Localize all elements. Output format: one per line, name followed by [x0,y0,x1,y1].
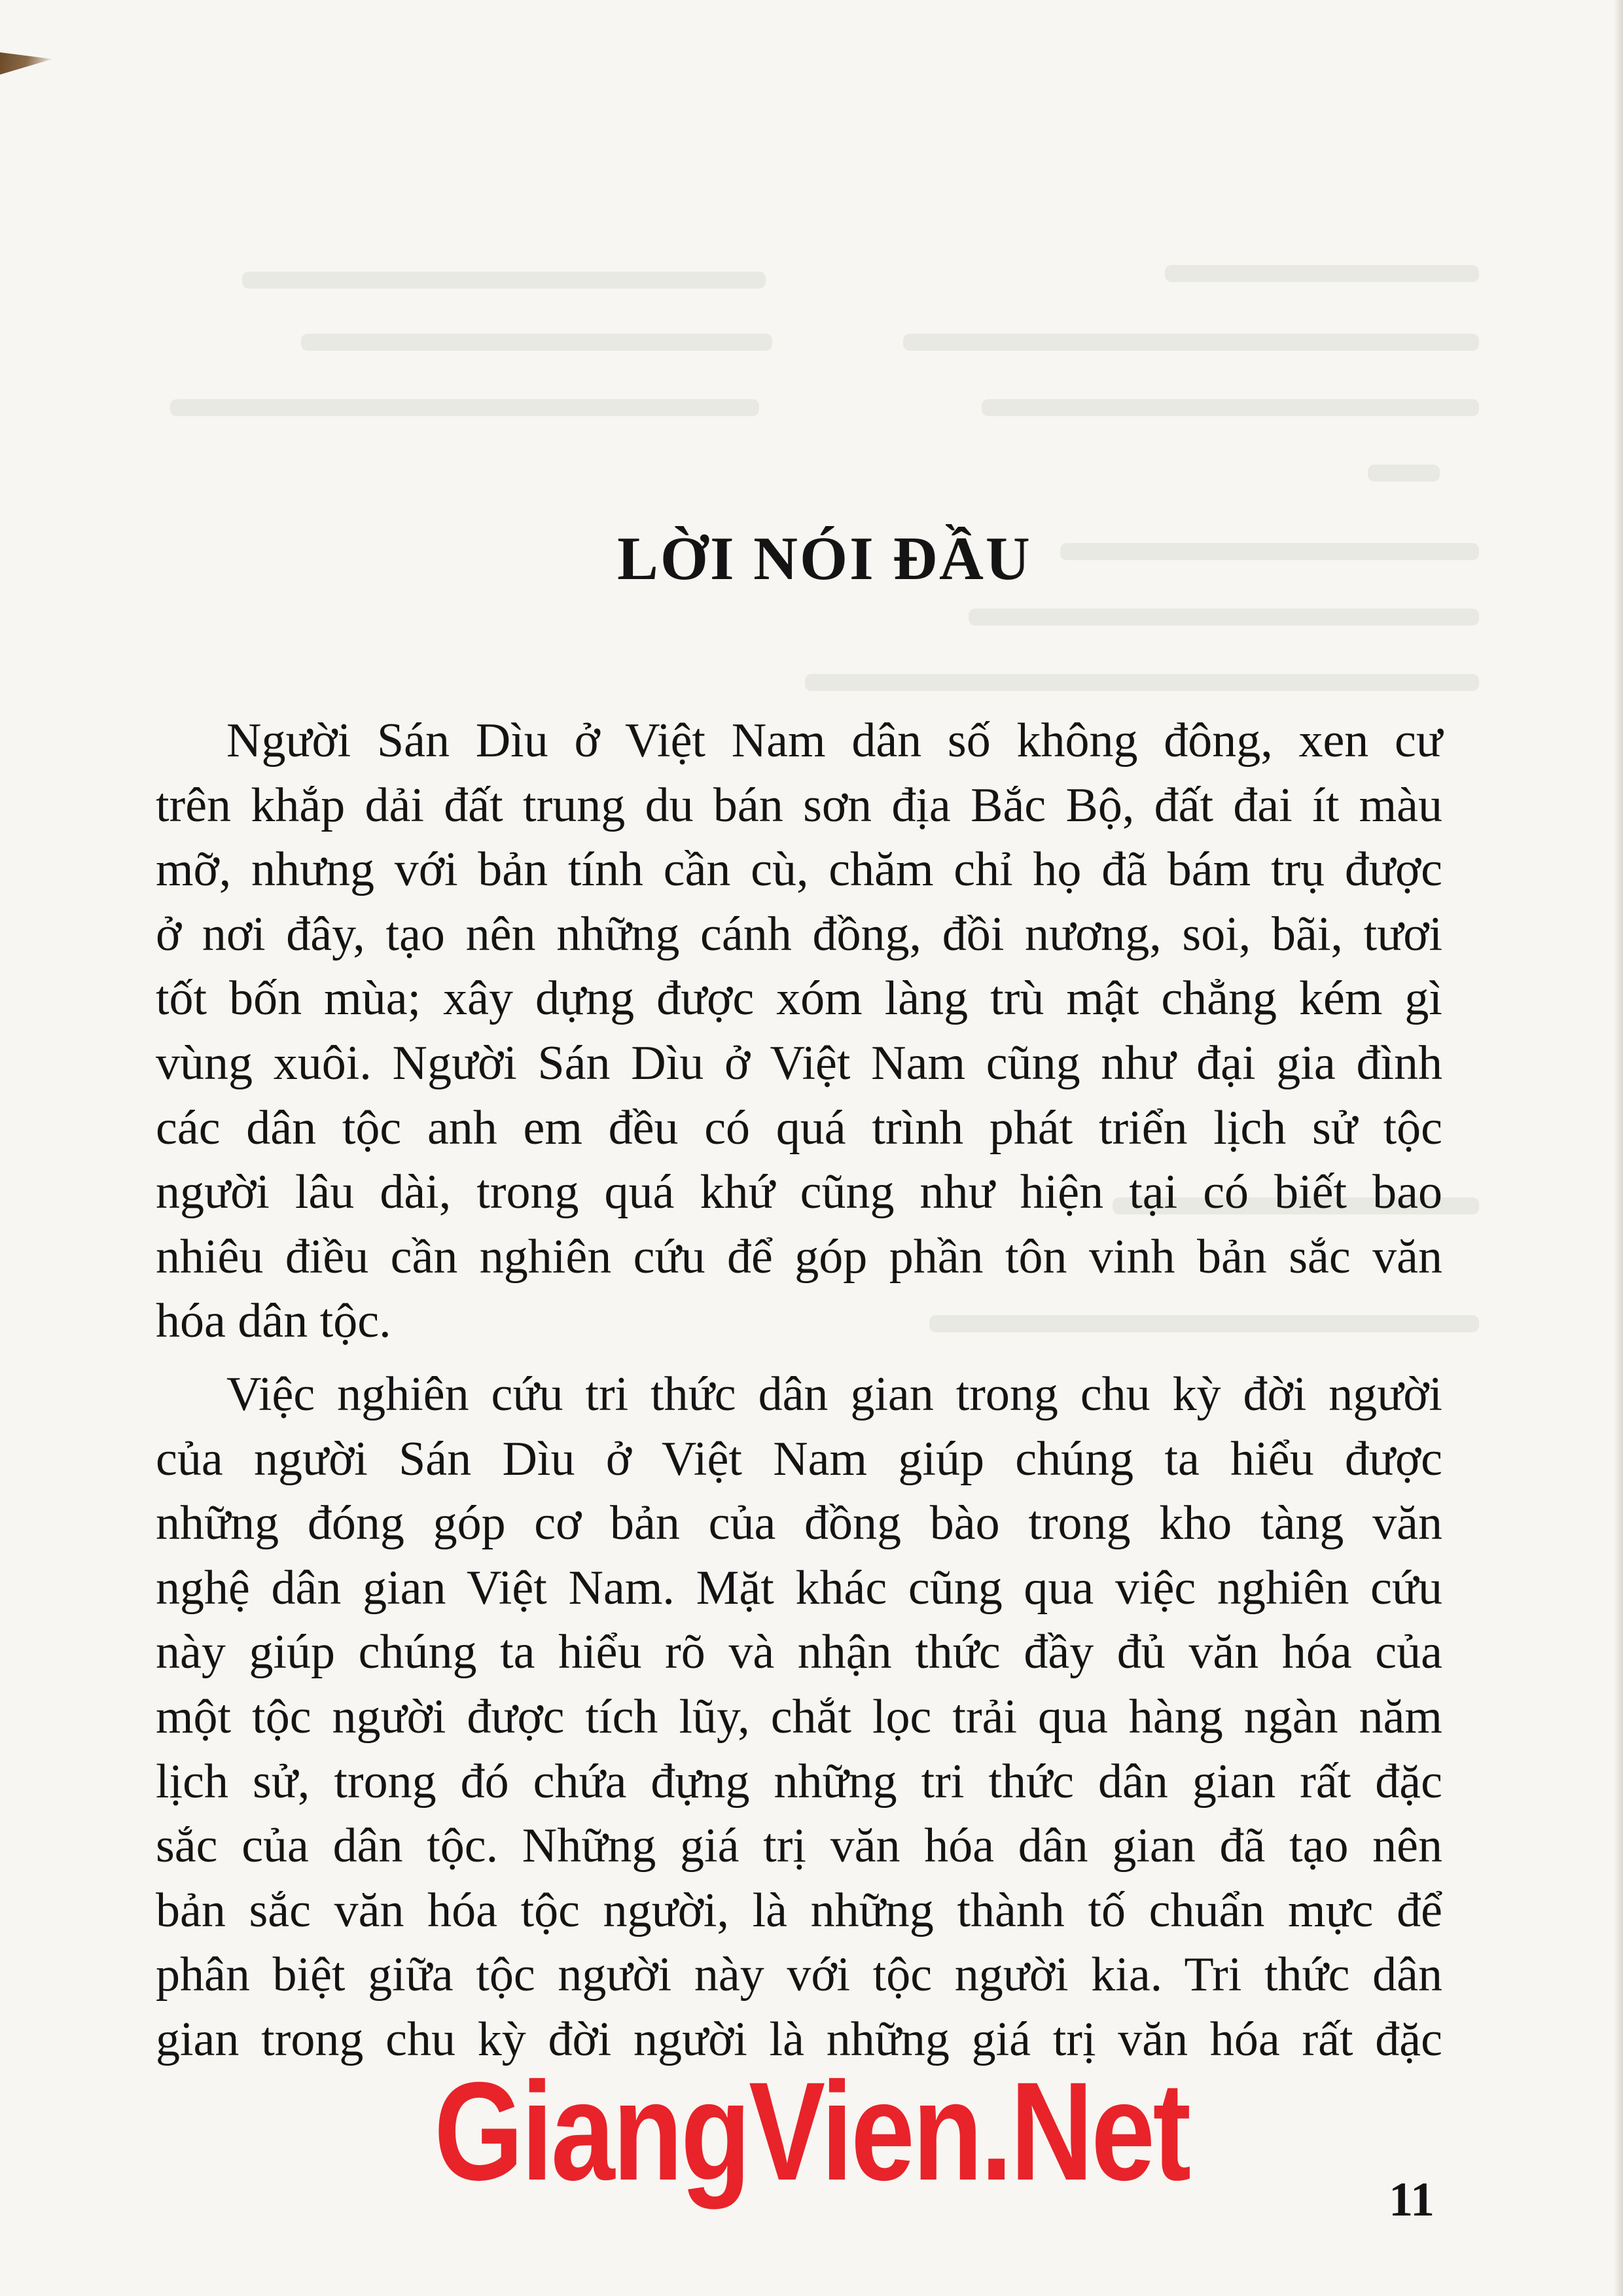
text-line: này giúp chúng ta hiểu rõ và nhận thức đầy đủ văn hóa của [156,1625,1442,1680]
text-line: của người Sán Dìu ở Việt Nam giúp chúng ta hiểu được [156,1432,1442,1486]
paragraph-2 [156,1362,1442,2072]
text-line: vùng xuôi. Người Sán Dìu ở Việt Nam cũng như đại gia đình [156,1036,1442,1090]
text-line: lịch sử, trong đó chứa đựng những tri thức dân gian rất đặc [156,1754,1442,1809]
page-corner-mark [0,52,52,75]
text-line: trên khắp dải đất trung du bán sơn địa Bắc Bộ, đất đai ít màu [156,778,1442,832]
text-line: bản sắc văn hóa tộc người, là những thành tố chuẩn mực để [156,1883,1442,1937]
text-line: những đóng góp cơ bản của đồng bào trong kho tàng văn [156,1496,1442,1551]
watermark-logo: GiangVien.Net [434,2053,1189,2210]
text-line: Việc nghiên cứu tri thức dân gian trong chu kỳ đời người [226,1367,1442,1421]
text-line: Người Sán Dìu ở Việt Nam dân số không đông, xen cư [226,714,1442,768]
text-line: gian trong chu kỳ đời người là những giá trị văn hóa rất đặc [156,2012,1442,2066]
text-line: nhiêu điều cần nghiên cứu để góp phần tôn vinh bản sắc văn [156,1229,1442,1284]
page-number: 11 [1389,2173,1435,2227]
text-line: sắc của dân tộc. Những giá trị văn hóa dân gian đã tạo nên [156,1819,1442,1873]
paragraph-1 [156,709,1442,1354]
text-line: người lâu dài, trong quá khứ cũng như hiện tại có biết bao [156,1165,1442,1220]
text-line: phân biệt giữa tộc người này với tộc người kia. Tri thức dân [156,1948,1442,2002]
text-line: các dân tộc anh em đều có quá trình phát triển lịch sử tộc [156,1101,1442,1155]
text-line: mỡ, nhưng với bản tính cần cù, chăm chỉ họ đã bám trụ được [156,843,1442,897]
page-right-edge-shadow [1614,0,1623,2296]
text-line: một tộc người được tích lũy, chắt lọc trải qua hàng ngàn năm [156,1689,1442,1744]
body-text [156,709,1442,2072]
text-line: tốt bốn mùa; xây dựng được xóm làng trù mật chẳng kém gì [156,972,1442,1026]
text-line: ở nơi đây, tạo nên những cánh đồng, đồi nương, soi, bãi, tươi [156,907,1442,961]
page-title: LỜI NÓI ĐẦU [617,525,1032,593]
text-line: nghệ dân gian Việt Nam. Mặt khác cũng qua việc nghiên cứu [156,1561,1442,1615]
text-line: hóa dân tộc. [156,1294,391,1349]
